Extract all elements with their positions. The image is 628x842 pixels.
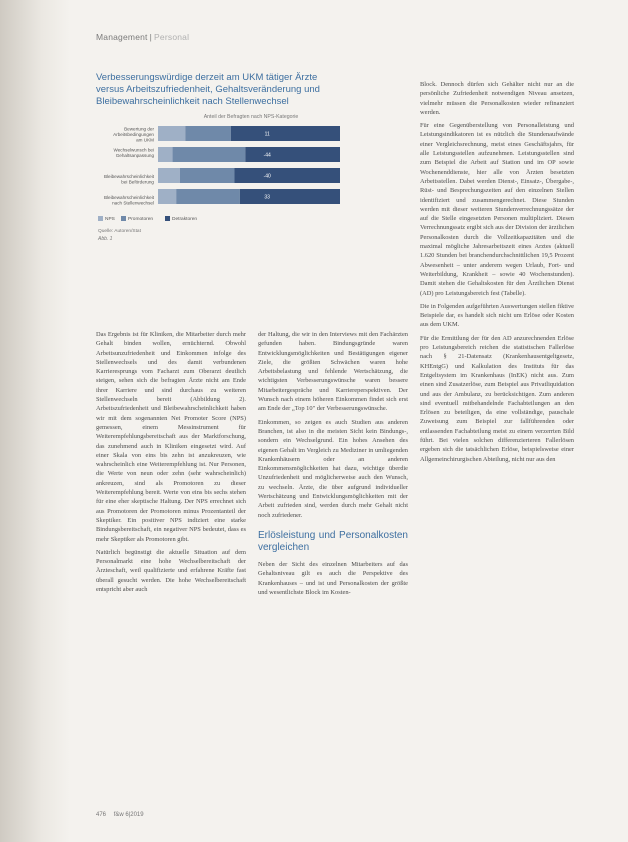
page-footer bbox=[96, 812, 144, 818]
bar-segment-0 bbox=[158, 147, 173, 162]
legend-label: Promotoren bbox=[128, 217, 154, 222]
bar-value-label: 33 bbox=[264, 194, 270, 201]
subsection-name: Personal bbox=[154, 32, 190, 42]
bar-segment-1 bbox=[173, 147, 246, 162]
paragraph: Block. Dennoch dürfen sich Gehälter nicht nur an die persönliche Zufriedenheit notwendigen Niveau ansetzen, vielmehr müssen die Personalkosten wieder refinanziert werden. bbox=[420, 81, 574, 116]
paragraph: Neben der Sicht des einzelnen Mitarbeiters auf das Gehaltsniveau gilt es auch die Perspektive des Krankenhauses – und ist und Personalkosten der größte und wesentlichste Block im Kosten- bbox=[258, 560, 408, 596]
bar-segment-0 bbox=[158, 189, 176, 204]
legend-swatch bbox=[165, 216, 170, 221]
body-column-2 bbox=[258, 330, 408, 601]
paragraph: Natürlich begünstigt die aktuelle Situation auf dem Personalmarkt eine hohe Wechselbereitschaft der Ärzteschaft, weil qualifizierte und erfahrene Kräfte fast überall gesucht werden. Die hohe Wechselbereitschaft entspricht aber auch bbox=[96, 548, 246, 594]
category-label: nach Stellenwechsel bbox=[112, 200, 154, 206]
legend-swatch bbox=[98, 216, 103, 221]
bar-value-label: 11 bbox=[264, 131, 270, 138]
bar-segment-0 bbox=[158, 126, 185, 141]
bar-value-label: -44 bbox=[263, 152, 271, 159]
bar-segment-1 bbox=[176, 189, 240, 204]
bar-segment-0 bbox=[158, 168, 180, 183]
bar-segment-2 bbox=[231, 126, 340, 141]
bar-segment-1 bbox=[185, 126, 231, 141]
body-column-3 bbox=[420, 80, 574, 468]
page-number: 476 bbox=[96, 812, 107, 818]
category-label: Bleibewahrscheinlichkeit bbox=[103, 173, 154, 179]
paragraph: Die in Folgenden aufgeführten Auswertungen stellen fiktive Beispiele dar, es handelt sich nicht um Erlöse oder Kosten aus dem UKM. bbox=[420, 302, 574, 329]
bar-segment-2 bbox=[234, 168, 340, 183]
stacked-bar-chart bbox=[96, 120, 346, 270]
category-label: Bewertung der bbox=[124, 126, 154, 132]
bar-segment-2 bbox=[240, 189, 340, 204]
bar-segment-2 bbox=[245, 147, 340, 162]
category-label: Gehaltsanpassung bbox=[115, 152, 154, 158]
legend-label: Detraktoren bbox=[172, 217, 198, 222]
bar-value-label: -40 bbox=[263, 173, 271, 180]
chart-title: Verbesserungswürdige derzeit am UKM tätiger Ärzte versus Arbeitszufriedenheit, Gehaltsveränderung und Bleibewahrscheinlichkeit nach Stellenwechsel bbox=[96, 72, 320, 107]
figure bbox=[96, 72, 346, 302]
paragraph: Einkommen, so zeigen es auch Studien aus anderen Branchen, ist also in die meisten Sicht kein Bindungs-, sondern ein Wechselgrund. Ein hohes Ansehen des eigenen Gehalt im Vergleich zu Mediziner in umliegenden Krankenhäusern oder an anderen Einkommensmöglichkeiten hat dazu, wichtige überdie Unzufriedenheit und möglicherweise auch den Wunsch, zu wechseln. Ärzte, die über aufgrund individueller Wertschätzung und Entwicklungsmöglichkeiten mit der Arbeit zufrieden sind, werden durch mehr Gehalt nicht noch zufriedener. bbox=[258, 418, 408, 519]
category-label: am UKM bbox=[136, 137, 154, 143]
separator: | bbox=[149, 32, 153, 42]
paragraph: Das Ergebnis ist für Kliniken, die Mitarbeiter durch mehr Gehalt binden wollen, ernüchternd. Obwohl Arbeitsunzufriedenheit und Einkommen infolge des Stellenwechsels und des damit verbundenen Karrieresprungs vom Facharzt zum Oberarzt deutlich steigen, sehen sich die befragten Ärzte nicht am Ende ihrer Karriere und sind durchaus zu weiteren Stellenwechseln bereit (Abbildung 2). Arbeitszufriedenheit und Bleibewahrscheinlichkeit haben wir mit dem sogenannten Net Promoter Score (NPS) gemessen, einem Messinstrument für Weiterempfehlungsbereitschaft aus der Marktforschung, das zunehmend auch in Kliniken eingesetzt wird. Auf einer Skala von eins bis zehn ist anzukreuzen, wie wahrscheinlich eine Weiterempfehlung ist. Nur Personen, die Werte von neun oder zehn (sehr wahrscheinlich) ankreuzen, sind als Promotoren zu dieser Weiterempfehlung bereit. Werte von eins bis sechs stehen für eine eher skeptische Haltung. Der NPS errechnet sich aus Promotoren der Promotoren minus Prozentanteil der Skeptiker. Ein positiver NPS indiziert eine starke Bindungsbereitschaft, ein negativer NPS bedeutet, dass es mehr Skeptiker als Promotoren gibt. bbox=[96, 331, 246, 543]
body-column-1 bbox=[96, 330, 246, 598]
category-label: Wechselwunsch bei bbox=[113, 147, 154, 153]
category-label: bei Beförderung bbox=[121, 179, 154, 185]
paragraph: Für eine Gegenüberstellung von Personalleistung und Leistungsindikatoren ist es nützlich die Stundenaufwände einer Vergleichsrechnung, meist eines Geschäftsjahrs, für alle Leistungsstellen aufzunehmen. Leistungsstellen sind zum Beispiel die Arbeit auf Station und im OP sowie Wochenenddienste, hier alle von Ärzten besetzten Arbeitsstellen. Dabei werden Dienst-, Einsatz-, Übergabe-, Rüst- und Besprechungszeiten auf den einzelnen Stellen identifiziert und zusammengerechnet. Diese Stunden werden mit dieser weiteren Stundenverrechnungssätze der auf die Stelle eingesetzten Personen multipliziert. Diesen Verrechnungssatz ergibt sich aus der Division der ärztlichen Personalkosten durch die Vollzeitkapazitäten und die maximal mögliche Jahresarbeitszeit eines Arztes (aktuell 1.620 Stunden bei branchendurchschnittlichen 19,5 Prozent Abwesenheit – unter anderem wegen Urlaub, Fort- und Weiterbildung, Krankheit – sowie 40 Wochenstunden). Damit stehen die Gehaltskosten für den Ärztlichen Dienst (AD) pro Leistungsbereich fest (Tabelle). bbox=[420, 122, 574, 297]
binding-shadow bbox=[0, 0, 70, 842]
section-header bbox=[96, 32, 189, 42]
category-label: Bleibewahrscheinlichkeit bbox=[103, 194, 154, 200]
chart-source: Quelle: Autoren/Stat bbox=[98, 229, 141, 234]
paragraph: Für die Ermittlung der für den AD anzurechnenden Erlöse pro Leistungsbereich reichen die statistischen Fallerlöse nach § 21-Datensatz (Krankenhausentgeltgesetz, KHEntgG) und Kalkulation des Instituts für das Entgeltsystem im Krankenhaus (InEK) nicht aus. Zum einen sind Zusatzerlöse, zum Beispiel aus Privatliquidation und aus der Ambulanz, zu berücksichtigen. Zum anderen sind eventuell mitbehandelnde Fachabteilungen an den Erlösen zu beteiligen, da eine vollständige, pauschale Zuweisung zum Beispiel zur fallführenden oder entlassenden Fachabteilung meist zu einem verzerrten Bild führt. Bei vielen solchen differenzierteren Fallerlösen ergeben sich die tatsächlichen Erlöse, beispielsweise einer Allgemeinchirurgischen Abteilung, nicht nur aus den bbox=[420, 334, 574, 463]
journal-name: f&w 6|2019 bbox=[113, 812, 144, 818]
figure-label: Abb. 1 bbox=[98, 236, 113, 242]
section-subheading: Erlösleistung und Personalkosten vergleichen bbox=[258, 529, 408, 553]
legend-label: NPS bbox=[105, 217, 115, 222]
legend-swatch bbox=[121, 216, 126, 221]
category-label: Arbeitsbedingungen bbox=[113, 131, 154, 137]
paragraph: der Haltung, die wir in den Interviews mit den Fachärzten gefunden haben. Bindungsgründe waren Entwicklungsmöglichkeiten und Bestätigungen eigener Ziele, die größten Schwächen waren hohe Arbeitsbelastung und fehlende Wertschätzung, die wichtigsten Verbesserungswünsche waren bessere Mitarbeitergespräche und Karriereperspektiven. Der Wunsch nach einem höheren Einkommen findet sich erst am Ende der „Top 10" der Verbesserungswünsche. bbox=[258, 331, 408, 413]
section-name: Management bbox=[96, 32, 148, 42]
chart-subtitle: Anteil der Befragten nach NPS-Kategorie bbox=[203, 114, 299, 120]
bar-segment-1 bbox=[180, 168, 235, 183]
